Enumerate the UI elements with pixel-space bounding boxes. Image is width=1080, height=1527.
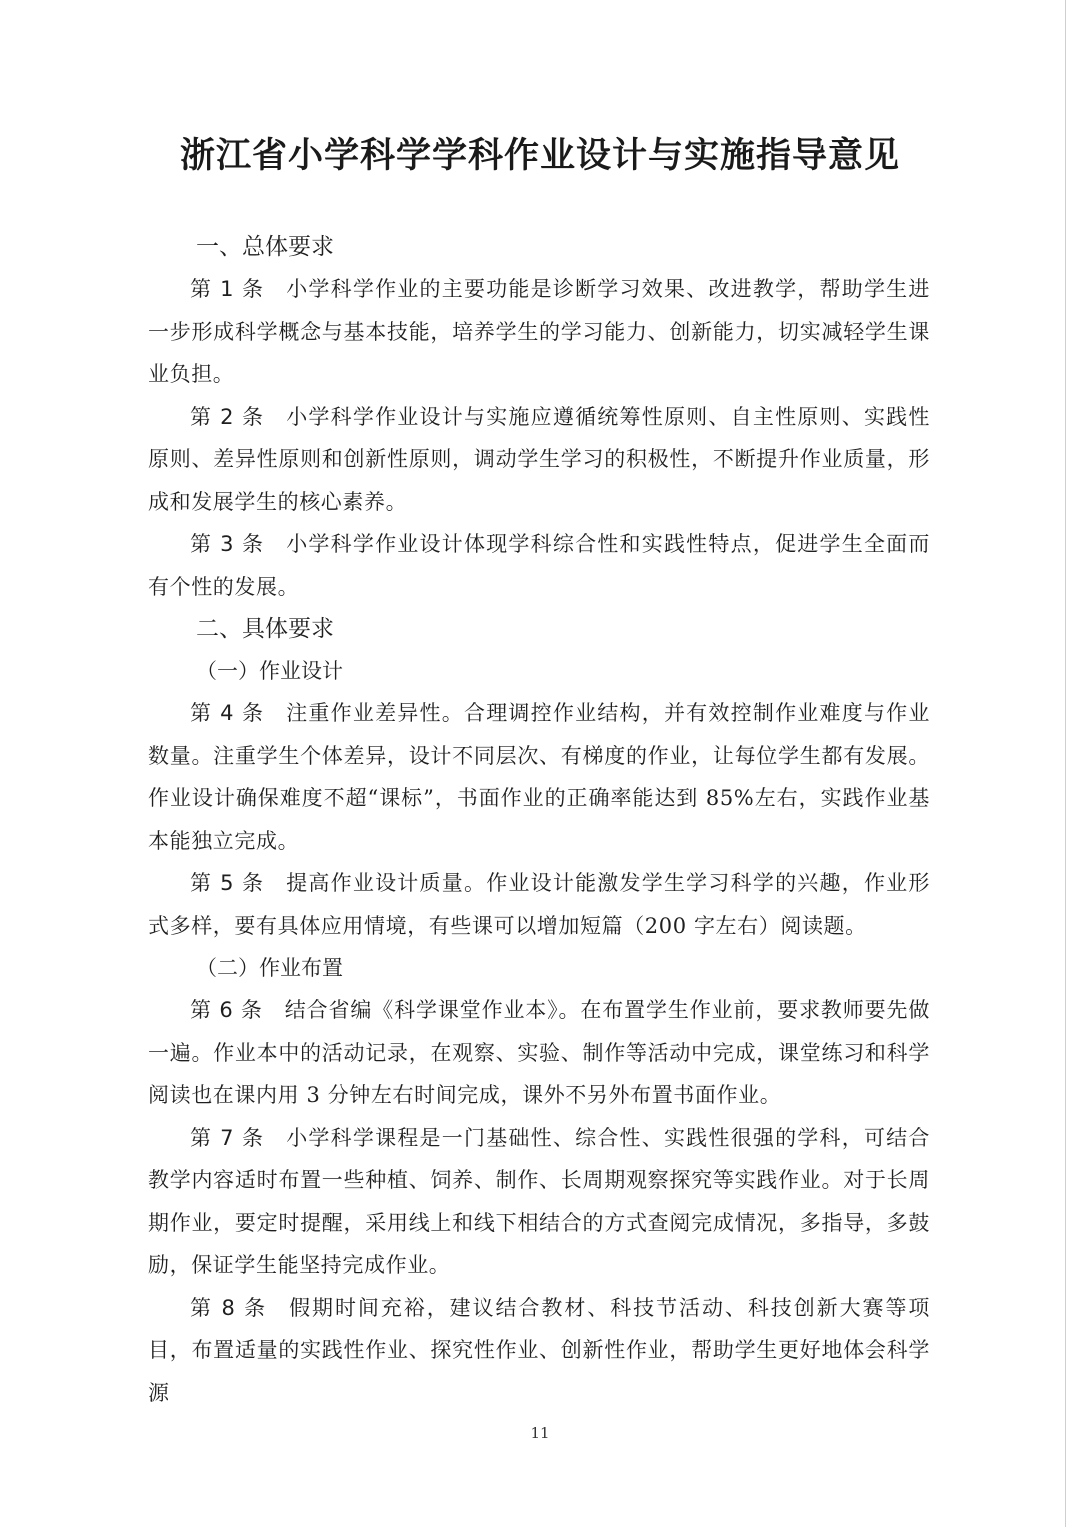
article-6 <box>148 989 930 1117</box>
article-number: 第 4 条 <box>190 701 265 725</box>
article-text: 假期时间充裕，建议结合教材、科技节活动、科技创新大赛等项目，布置适量的实践性作业、探究性作业、创新性作业，帮助学生更好地体会科学源 <box>148 1295 930 1405</box>
article-text: 注重作业差异性。合理调控作业结构，并有效控制作业难度与作业数量。注重学生个体差异，设计不同层次、有梯度的作业，让每位学生都有发展。作业设计确保难度不超“课标”，书面作业的正确率能达到 85%左右，实践作业基本能独立完成。 <box>148 701 930 853</box>
article-number: 第 6 条 <box>190 998 263 1022</box>
article-text: 小学科学作业设计体现学科综合性和实践性特点，促进学生全面而有个性的发展。 <box>148 532 930 599</box>
article-4 <box>148 692 930 862</box>
document-body <box>148 226 930 1414</box>
section-heading-specific: 二、具体要求 <box>196 616 334 642</box>
article-7 <box>148 1117 930 1287</box>
article-2 <box>148 396 930 524</box>
article-text: 小学科学课程是一门基础性、综合性、实践性很强的学科，可结合教学内容适时布置一些种植、饲养、制作、长周期观察探究等实践作业。对于长周期作业，要定时提醒，采用线上和线下相结合的方式查阅完成情况，多指导，多鼓励，保证学生能坚持完成作业。 <box>148 1125 930 1277</box>
article-8 <box>148 1287 930 1415</box>
article-number: 第 2 条 <box>190 404 265 429</box>
article-text: 提高作业设计质量。作业设计能激发学生学习科学的兴趣，作业形式多样，要有具体应用情境，有些课可以增加短篇（200 字左右）阅读题。 <box>148 871 930 938</box>
article-number: 第 5 条 <box>190 871 265 895</box>
page-edge-line <box>1065 0 1066 1527</box>
sub-heading-design: （一）作业设计 <box>196 659 343 683</box>
article-number: 第 3 条 <box>190 532 265 556</box>
article-number: 第 8 条 <box>190 1295 268 1320</box>
article-number: 第 1 条 <box>190 277 265 301</box>
document-title: 浙江省小学科学学科作业设计与实施指导意见 <box>179 135 900 176</box>
sub-heading-assignment: （二）作业布置 <box>196 956 343 980</box>
article-text: 小学科学作业的主要功能是诊断学习效果、改进教学，帮助学生进一步形成科学概念与基本技能，培养学生的学习能力、创新能力，切实减轻学生课业负担。 <box>148 277 930 386</box>
article-5 <box>148 862 930 947</box>
article-3 <box>148 523 930 608</box>
article-1 <box>148 268 930 396</box>
section-heading-general: 一、总体要求 <box>196 234 334 260</box>
article-text: 小学科学作业设计与实施应遵循统筹性原则、自主性原则、实践性原则、差异性原则和创新性原则，调动学生学习的积极性，不断提升作业质量，形成和发展学生的核心素养。 <box>148 404 930 514</box>
article-number: 第 7 条 <box>190 1125 265 1150</box>
article-text: 结合省编《科学课堂作业本》。在布置学生作业前，要求教师要先做一遍。作业本中的活动记录，在观察、实验、制作等活动中完成，课堂练习和科学阅读也在课内用 3 分钟左右时间完成，课外不另外布置书面作业。 <box>148 998 930 1107</box>
page-number: 11 <box>530 1424 550 1442</box>
